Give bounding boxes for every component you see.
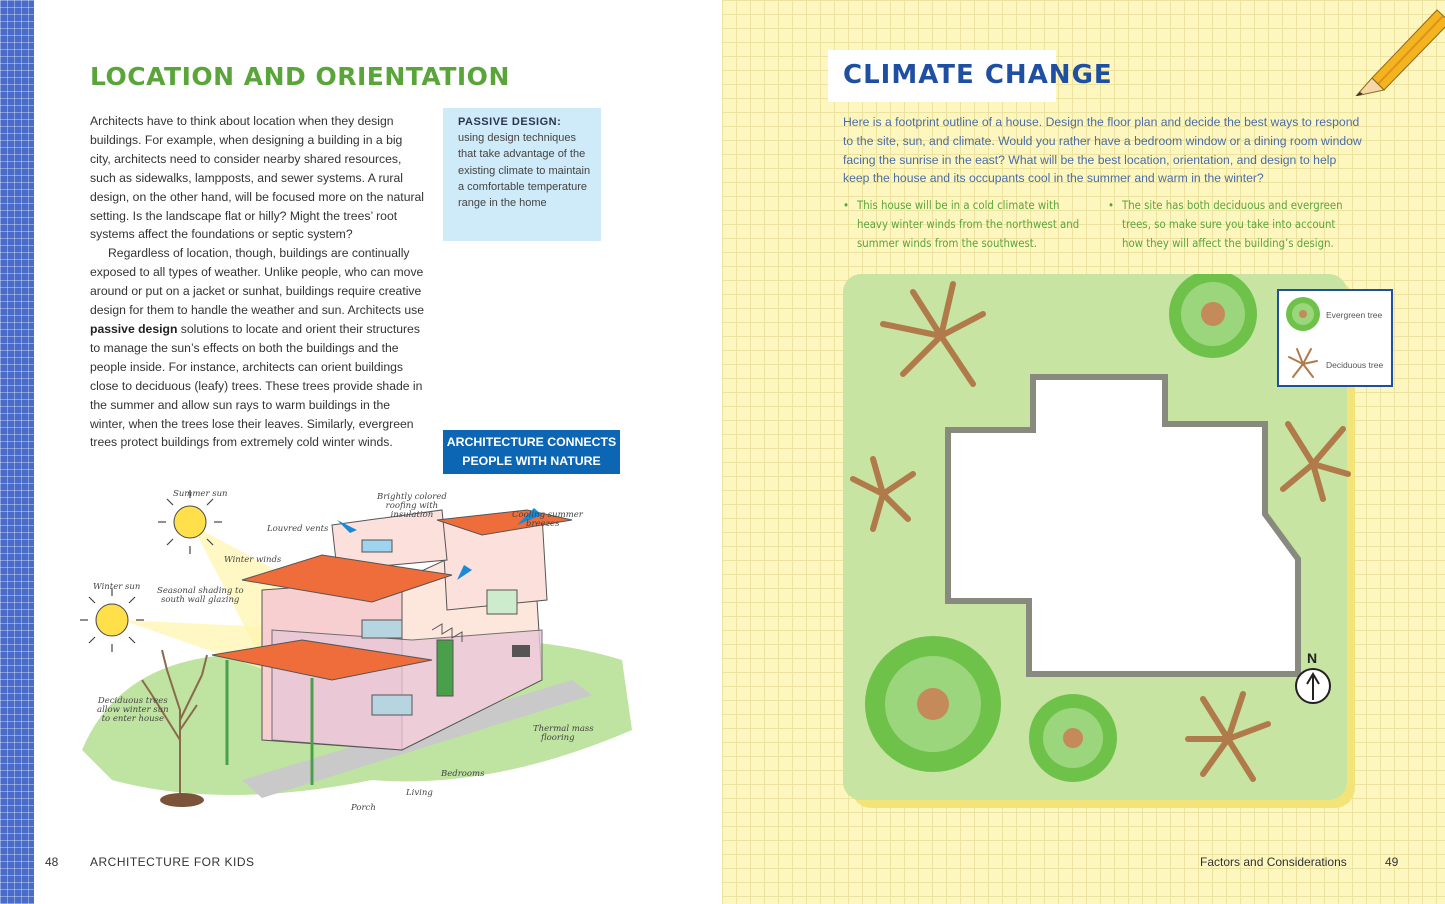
label-deciduous-trees [97, 697, 169, 724]
badge-line-2: PEOPLE WITH NATURE [462, 454, 601, 468]
bed [362, 620, 402, 638]
glossary-term: PASSIVE DESIGN: [458, 116, 562, 128]
passive-design-term: passive design [90, 321, 178, 336]
label-winter-sun: Winter sun [93, 582, 141, 592]
label-decid-line-3: to enter house [101, 714, 164, 724]
evergreen-tree-top-icon [1169, 274, 1257, 358]
label-cooling-line-1: Cooling summer [512, 510, 583, 520]
glossary-sidebar [443, 108, 601, 241]
label-roofing-line-3: insulation [390, 510, 434, 520]
bullet-1-line-1: This house will be in a cold climate with [857, 199, 1060, 212]
label-louvred-vents: Louvred vents [267, 524, 329, 534]
paragraph-2-start: Regardless of location, though, buildings are continually exposed to all types of weather. Unlike people, who can move around or put on a jacket or sunhat, buildings require creative design for them to handle the weather and sun. Architects use [90, 246, 425, 318]
computer [512, 645, 530, 657]
architecture-connects-badge [443, 430, 620, 474]
label-shading-line-2: south wall glazing [161, 595, 240, 605]
label-thermal-line-2: flooring [541, 733, 575, 743]
bullet-dot: • [843, 199, 849, 212]
label-shading-line-1: Seasonal shading to [157, 586, 244, 596]
label-cooling-breezes [512, 511, 583, 529]
bullet-2-line-1: The site has both deciduous and evergreen [1122, 199, 1343, 212]
left-page [0, 0, 722, 904]
legend-deciduous-label: Deciduous tree [1326, 360, 1384, 370]
activity-intro: Here is a footprint outline of a house. Design the floor plan and decide the best ways to respond to the site, sun, and climate. Would you rather have a bedroom window or a dining room window facing the sunrise in the east? What will be the best location, orientation, and design to help keep the house and its occupants cool in the summer and warm in the winter? [843, 115, 1362, 186]
evergreen-tree-bottom-left-icon [865, 636, 1001, 772]
evergreen-tree-bottom-icon [1029, 694, 1117, 782]
winter-sun-icon [80, 588, 144, 652]
paragraph-2-end: solutions to locate and orient their structures to manage the sun’s effects on both the buildings and the people inside. For instance, architects can orient buildings close to deciduous (leafy) trees. These trees provide shade in the summer and allow sun rays to warm buildings in the winter, when the trees lose their leaves. Similarly, evergreen trees protect buildings from extremely cold winter winds. [90, 321, 423, 450]
label-summer-sun: Summer sun [173, 489, 228, 499]
label-decid-line-1: Deciduous trees [97, 696, 168, 706]
legend-evergreen-label: Evergreen tree [1326, 310, 1383, 320]
door [437, 640, 453, 696]
paragraph-2 [90, 244, 426, 452]
page-number-right: 49 [1385, 855, 1399, 869]
legend-deciduous-icon [1289, 349, 1317, 377]
passive-house-illustration [72, 480, 632, 820]
label-porch: Porch [351, 803, 376, 813]
glossary-definition: using design techniques that take advantage of the existing climate to maintain a comfortable temperature range in the home [458, 132, 591, 210]
label-bedrooms: Bedrooms [441, 769, 485, 779]
bullet-1-line-3: summer winds from the southwest. [857, 236, 1037, 250]
label-winter-winds: Winter winds [224, 555, 282, 565]
bullet-dot: • [1108, 199, 1114, 212]
label-roofing [377, 493, 447, 520]
label-roofing-line-2: roofing with [385, 501, 439, 511]
north-label: N [1307, 650, 1318, 666]
page-number-left: 48 [45, 855, 59, 869]
activity-title: CLIMATE CHANGE [843, 60, 1113, 90]
bullet-2-line-2: trees, so make sure you take into account [1122, 217, 1336, 231]
bullet-1-line-2: heavy winter winds from the northwest and [857, 217, 1080, 231]
tree-soil [160, 793, 204, 807]
paragraph-1: Architects have to think about location when they design buildings. For example, when designing a building in a big city, architects need to consider nearby shared resources, such as sidewalks, lampposts, and sewer systems. A rural design, on the other hand, will be focused more on the natural setting. Is the landscape flat or hilly? Might the trees’ root systems affect the foundations or septic system? [90, 114, 425, 242]
label-living: Living [406, 788, 433, 798]
label-seasonal-shading [157, 587, 244, 605]
grid-margin-strip [0, 0, 34, 904]
sofa [372, 695, 412, 715]
badge-line-1: ARCHITECTURE CONNECTS [446, 435, 617, 449]
label-decid-line-2: allow winter sun [97, 705, 169, 715]
legend-evergreen-icon [1286, 297, 1320, 331]
body-text [90, 112, 426, 452]
page-title: LOCATION AND ORIENTATION [90, 62, 510, 91]
label-cooling-line-2: breezes [526, 519, 560, 529]
vent-window [362, 540, 392, 552]
bullet-2-line-3: how they will affect the building’s design. [1122, 236, 1334, 250]
running-head-left: ARCHITECTURE FOR KIDS [90, 855, 255, 869]
bullet-site-trees [1108, 197, 1343, 253]
label-thermal-mass [533, 725, 594, 743]
window [487, 590, 517, 614]
legend-icons [1279, 291, 1395, 389]
bullet-cold-climate [843, 197, 1080, 253]
summer-sun-icon [158, 490, 222, 554]
label-roofing-line-1: Brightly colored [377, 492, 447, 502]
north-arrow [1293, 650, 1333, 706]
running-head-right: Factors and Considerations [1200, 855, 1347, 869]
tree-legend [1277, 289, 1393, 387]
label-thermal-line-1: Thermal mass [533, 724, 594, 734]
pencil-icon [1342, 0, 1445, 96]
